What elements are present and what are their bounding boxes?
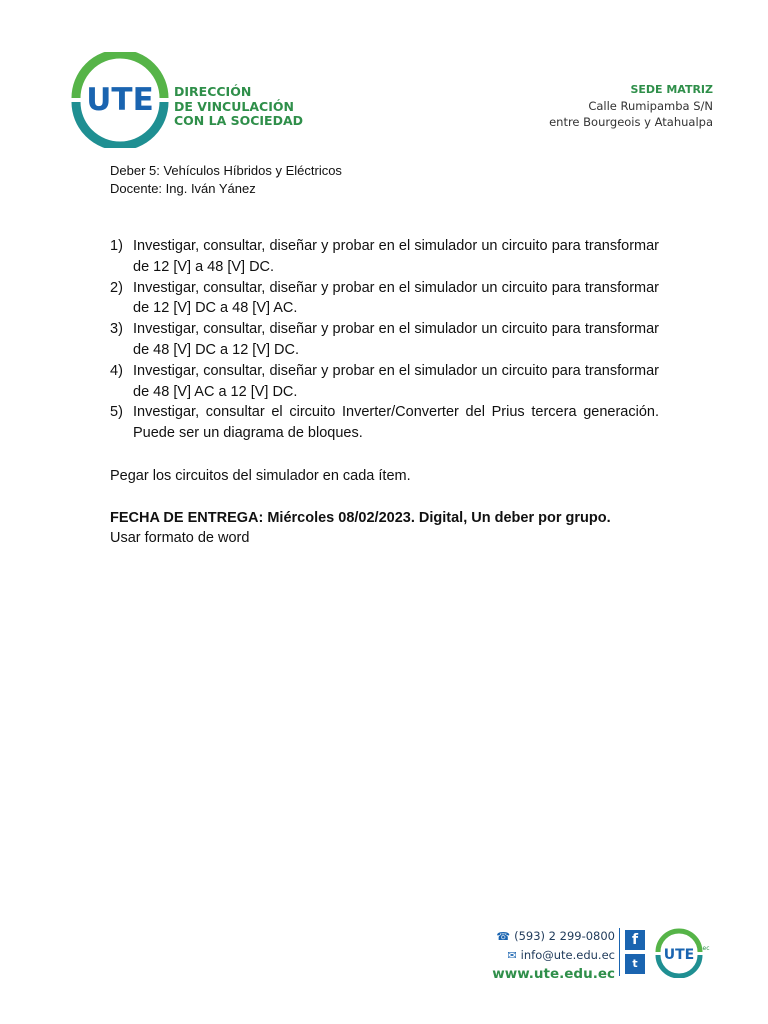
- logo-wordmark: [174, 85, 303, 129]
- format-note: Usar formato de word: [110, 530, 250, 546]
- task-text: Investigar, consultar, diseñar y probar en el simulador un circuito para transformar de 12 [V] a 48 [V] DC.: [133, 238, 659, 275]
- task-item: [110, 319, 659, 361]
- task-text: Investigar, consultar el circuito Inverter/Converter del Prius tercera generación. Puede ser un diagrama de bloques.: [133, 404, 659, 442]
- task-number: 2): [110, 279, 123, 296]
- task-number: 1): [110, 238, 123, 254]
- twitter-icon[interactable]: t: [625, 954, 645, 974]
- logo-line-2: DE VINCULACIÓN: [174, 98, 294, 114]
- email-icon: ✉: [507, 949, 517, 962]
- task-item: [110, 236, 659, 278]
- doc-subject: Deber 5: Vehículos Híbridos y Eléctricos: [110, 163, 342, 178]
- contact-info: [492, 927, 615, 983]
- deadline-block: [110, 508, 611, 548]
- address-line-1: Calle Rumipamba S/N: [588, 99, 713, 113]
- address-title: SEDE MATRIZ: [630, 83, 713, 96]
- address-block: [549, 82, 713, 130]
- phone-icon: ☎: [496, 930, 511, 943]
- doc-teacher: Docente: Ing. Iván Yánez: [110, 181, 256, 196]
- task-text: Investigar, consultar, diseñar y probar en el simulador un circuito para transformar de 48 [V] DC a 12 [V] DC.: [133, 321, 659, 358]
- doc-meta: [110, 162, 342, 198]
- task-item: [110, 361, 659, 403]
- task-number: 4): [110, 362, 123, 379]
- logo-line-1: DIRECCIÓN: [174, 84, 252, 99]
- paste-note: Pegar los circuitos del simulador en cada ítem.: [110, 468, 411, 484]
- deadline-text: FECHA DE ENTREGA: Miércoles 08/02/2023. Digital, Un deber por grupo.: [110, 510, 611, 526]
- footer-divider: [619, 928, 620, 976]
- task-item: [110, 278, 659, 320]
- task-number: 3): [110, 321, 123, 338]
- header-logo: [70, 52, 310, 148]
- logo-mark: UTE: [86, 82, 154, 118]
- task-text: Investigar, consultar, diseñar y probar en el simulador un circuito para transformar de 48 [V] AC a 12 [V] DC.: [133, 362, 659, 400]
- phone-number: (593) 2 299-0800: [514, 929, 615, 943]
- email-address: info@ute.edu.ec: [520, 948, 615, 962]
- footer-logo-suffix: ec: [702, 945, 710, 952]
- address-line-2: entre Bourgeois y Atahualpa: [549, 115, 713, 129]
- logo-line-3: CON LA SOCIEDAD: [174, 113, 304, 128]
- email-row: [492, 946, 615, 965]
- website-link[interactable]: www.ute.edu.ec: [492, 966, 615, 982]
- task-item: [110, 402, 659, 444]
- ute-ring-logo: [70, 52, 174, 148]
- footer-logo: [654, 928, 712, 978]
- phone-row: [492, 927, 615, 946]
- task-text: Investigar, consultar, diseñar y probar en el simulador un circuito para transformar de 12 [V] DC a 48 [V] AC.: [133, 279, 659, 317]
- task-number: 5): [110, 404, 123, 421]
- footer: [470, 924, 730, 980]
- facebook-icon[interactable]: f: [625, 930, 645, 950]
- footer-logo-mark: UTE: [663, 947, 695, 963]
- task-list: [110, 236, 659, 444]
